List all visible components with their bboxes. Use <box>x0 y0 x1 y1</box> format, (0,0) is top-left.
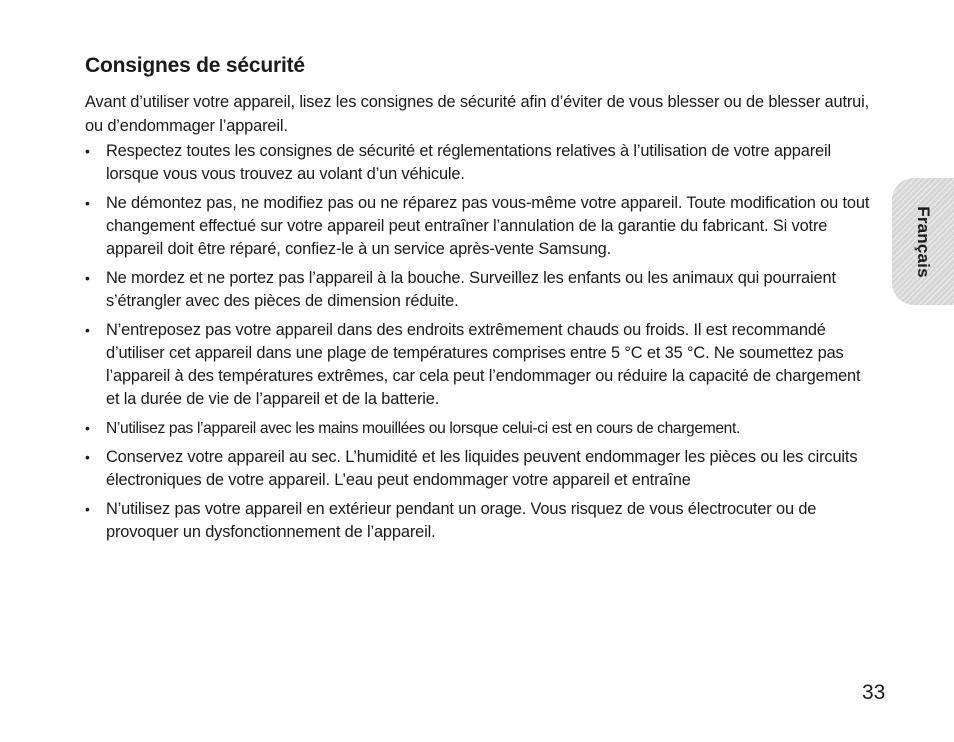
list-item <box>85 192 873 261</box>
page-number: 33 <box>862 681 886 704</box>
intro-paragraph: Avant d’utiliser votre appareil, lisez les consignes de sécurité afin d’éviter de vous blesser ou de blesser autrui, ou d’endommager l’appareil. <box>85 93 870 135</box>
list-item-text: N’utilisez pas votre appareil en extérieur pendant un orage. Vous risquez de vous électrocuter ou de provoquer un dysfonctionnement de l’appareil. <box>106 500 817 541</box>
list-item-text: Respectez toutes les consignes de sécurité et réglementations relatives à l’utilisation de votre appareil lorsque vous vous trouvez au volant d’un véhicule. <box>106 142 831 183</box>
list-item-text: Conservez votre appareil au sec. L’humidité et les liquides peuvent endommager les pièces ou les circuits électroniques de votre appareil. L’eau peut endommager votre appareil et entraîne <box>106 448 858 489</box>
list-item-text: Ne démontez pas, ne modifiez pas ou ne réparez pas vous-même votre appareil. Toute modification ou tout changement effectué sur votre appareil peut entraîner l’annulation de la garantie du fabricant. Si votre appareil doit être réparé, confiez-le à un service après-vente Samsung. <box>106 194 870 258</box>
bullet-point: • <box>85 420 90 436</box>
list-item <box>85 319 873 411</box>
safety-section <box>85 52 873 550</box>
list-item <box>85 417 873 440</box>
list-item <box>85 498 873 544</box>
safety-list <box>85 140 873 544</box>
list-item <box>85 140 873 186</box>
bullet-point: • <box>85 501 90 517</box>
list-item <box>85 446 873 492</box>
list-item-text: N’entreposez pas votre appareil dans des endroits extrêmement chauds ou froids. Il est recommandé d’utiliser cet appareil dans une plage de températures comprises entre 5 °C et 35 °C. Ne soumettez pas l’appareil à des températures extrêmes, car cela peut l’endommager ou réduire la capacité de chargement et la durée de vie de l’appareil et de la batterie. <box>106 321 861 408</box>
section-title: Consignes de sécurité <box>85 54 305 77</box>
list-item-text: Ne mordez et ne portez pas l’appareil à la bouche. Surveillez les enfants ou les animaux qui pourraient s’étrangler avec des pièces de dimension réduite. <box>106 269 836 310</box>
list-item-text: N’utilisez pas l’appareil avec les mains mouillées ou lorsque celui-ci est en cours de chargement. <box>106 420 740 437</box>
language-tab-label: Français <box>914 205 933 278</box>
bullet-point: • <box>85 195 90 211</box>
list-item <box>85 267 873 313</box>
language-tab <box>892 178 954 305</box>
bullet-point: • <box>85 449 90 465</box>
language-tab-label-wrap <box>892 178 954 305</box>
bullet-point: • <box>85 270 90 286</box>
bullet-point: • <box>85 143 90 159</box>
bullet-point: • <box>85 322 90 338</box>
